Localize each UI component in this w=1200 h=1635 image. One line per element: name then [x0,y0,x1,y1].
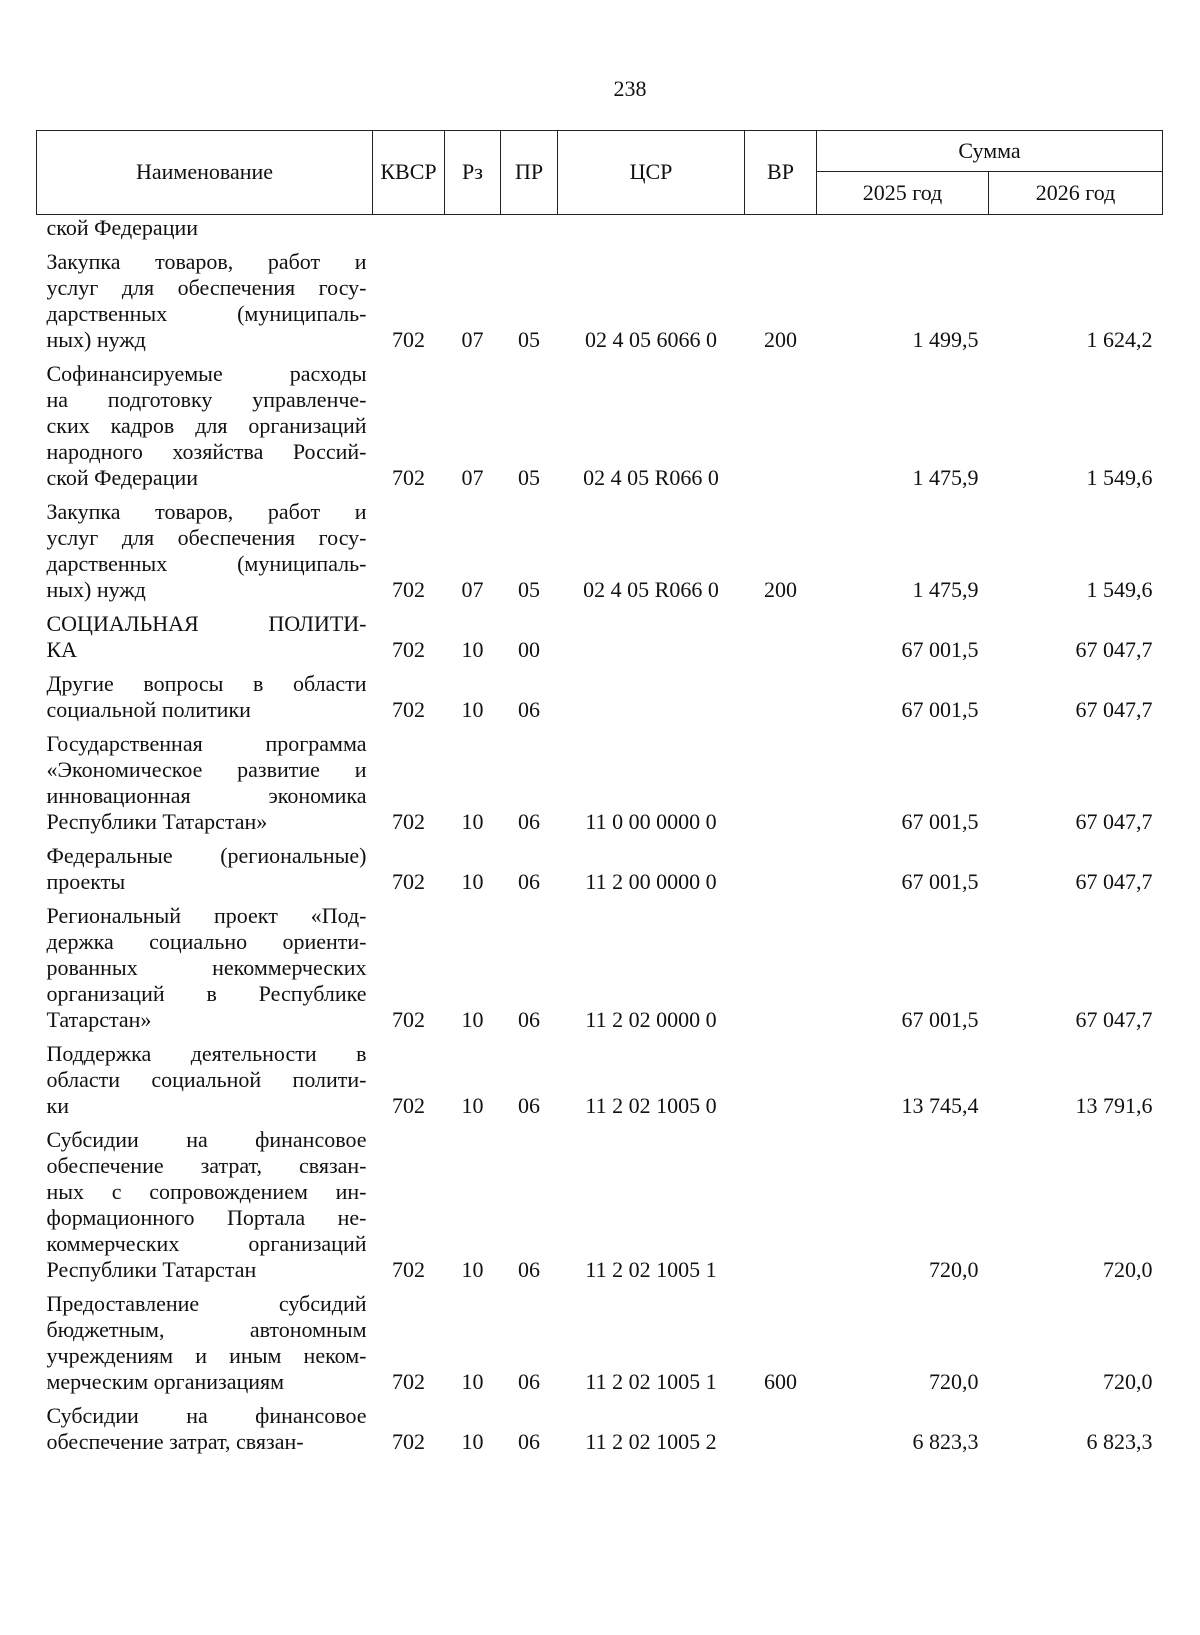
row-amount-2025: 67 001,5 [901,809,979,834]
table-row [37,241,1163,353]
row-name-line: услуг для обеспечения госу- [46,275,367,300]
row-csr [558,603,745,663]
row-rz: 07 [461,327,484,352]
row-amount-2026: 720,0 [1103,1257,1153,1282]
row-name-line: КА [46,637,78,662]
row-name [37,353,373,491]
row-name-line: на подготовку управленче- [46,387,367,412]
row-name-line: Татарстан» [46,1007,152,1032]
header-year-2026: 2026 год [989,172,1163,215]
row-name-line: области социальной полити- [46,1067,367,1092]
row-name-line: проекты [46,869,126,894]
row-name-line: ской Федерации [46,215,199,240]
row-vr [745,215,817,242]
row-kvsr: 702 [392,1429,425,1454]
row-name-line: ных) нужд [46,577,146,602]
row-rz: 10 [461,697,484,722]
row-name-line: держка социально ориенти- [46,929,367,954]
row-name-line: Субсидии на финансовое [46,1403,367,1428]
row-name [37,663,373,723]
row-csr [558,663,745,723]
row-kvsr: 702 [392,465,425,490]
row-name [37,1395,373,1455]
row-kvsr: 702 [392,1093,425,1118]
budget-table [36,130,1163,1455]
row-name [37,603,373,663]
row-amount-2025: 67 001,5 [901,637,979,662]
row-rz: 10 [461,1429,484,1454]
header-name: Наименование [37,131,373,215]
row-name [37,215,373,242]
row-amount-2026: 1 624,2 [1086,327,1153,352]
row-csr: 11 2 02 0000 0 [585,1007,717,1032]
row-name-line: Софинансируемые расходы [46,361,367,386]
row-amount-2026: 13 791,6 [1075,1093,1153,1118]
row-amount-2025: 67 001,5 [901,697,979,722]
row-kvsr: 702 [392,1369,425,1394]
row-name-line: ских кадров для организаций [46,413,367,438]
row-name [37,491,373,603]
row-amount-2025: 13 745,4 [901,1093,979,1118]
row-kvsr: 702 [392,577,425,602]
row-csr: 11 2 02 1005 1 [585,1257,717,1282]
row-kvsr: 702 [392,327,425,352]
row-name-line: Предоставление субсидий [46,1291,367,1316]
row-vr [745,835,817,895]
row-amount-2026 [989,215,1163,242]
header-pr: ПР [501,131,558,215]
row-amount-2026: 67 047,7 [1075,809,1153,834]
row-name-line: Республики Татарстан» [46,809,268,834]
row-csr: 11 2 02 1005 2 [585,1429,717,1454]
row-name [37,241,373,353]
row-vr: 200 [764,577,797,602]
row-name-line: Закупка товаров, работ и [46,249,367,274]
row-pr: 06 [518,1369,540,1394]
row-csr [558,215,745,242]
header-year-2025: 2025 год [817,172,989,215]
row-rz: 10 [461,809,484,834]
row-name-line: Федеральные (региональные) [46,843,367,868]
row-name-line: дарственных (муниципаль- [46,301,367,326]
row-rz: 10 [461,637,484,662]
row-amount-2026: 720,0 [1103,1369,1153,1394]
row-rz: 10 [461,869,484,894]
row-csr: 02 4 05 R066 0 [583,577,719,602]
row-amount-2026: 67 047,7 [1075,869,1153,894]
row-name-line: ных) нужд [46,327,146,352]
row-amount-2026: 6 823,3 [1086,1429,1153,1454]
table-row [37,353,1163,491]
header-rz: Рз [445,131,501,215]
row-name [37,835,373,895]
table-row [37,215,1163,242]
row-name-line: «Экономическое развитие и [46,757,367,782]
table-row [37,1395,1163,1455]
row-vr: 200 [764,327,797,352]
row-name-line: обеспечение затрат, связан- [46,1429,304,1454]
row-name [37,1119,373,1283]
row-pr: 05 [518,577,540,602]
row-rz: 07 [461,577,484,602]
row-pr: 06 [518,1429,540,1454]
row-amount-2026: 67 047,7 [1075,697,1153,722]
table-row [37,835,1163,895]
row-name-line: Республики Татарстан [46,1257,257,1282]
row-rz [445,215,501,242]
row-pr [501,215,558,242]
row-rz: 10 [461,1369,484,1394]
row-kvsr [373,215,445,242]
row-csr: 11 2 02 1005 0 [585,1093,717,1118]
row-vr [745,663,817,723]
row-pr: 05 [518,465,540,490]
header-csr: ЦСР [558,131,745,215]
row-vr: 600 [764,1369,797,1394]
row-vr [745,1119,817,1283]
row-kvsr: 702 [392,1007,425,1032]
header-kvsr: КВСР [373,131,445,215]
row-name-line: коммерческих организаций [46,1231,367,1256]
row-name-line: учреждениям и иным неком- [46,1343,367,1368]
row-pr: 06 [518,1257,540,1282]
row-amount-2026: 1 549,6 [1086,465,1153,490]
row-vr [745,895,817,1033]
row-pr: 06 [518,869,540,894]
row-vr [745,603,817,663]
row-amount-2025: 67 001,5 [901,869,979,894]
row-rz: 10 [461,1093,484,1118]
row-csr: 11 2 02 1005 1 [585,1369,717,1394]
row-kvsr: 702 [392,869,425,894]
row-name-line: инновационная экономика [46,783,367,808]
row-name-line: рованных некоммерческих [46,955,367,980]
row-name-line: ки [46,1093,69,1118]
row-amount-2026: 1 549,6 [1086,577,1153,602]
row-name [37,1283,373,1395]
row-name-line: социальной политики [46,697,251,722]
row-name-line: обеспечение затрат, связан- [46,1153,367,1178]
table-row [37,895,1163,1033]
page-number: 238 [613,76,647,101]
row-kvsr: 702 [392,1257,425,1282]
row-pr: 06 [518,697,540,722]
row-name-line: организаций в Республике [46,981,367,1006]
row-rz: 10 [461,1257,484,1282]
row-csr: 02 4 05 R066 0 [583,465,719,490]
row-name-line: Субсидии на финансовое [46,1127,367,1152]
table-row [37,723,1163,835]
row-pr: 06 [518,1007,540,1032]
row-name-line: мерческим организациям [46,1369,285,1394]
row-name-line: бюджетным, автономным [46,1317,367,1342]
table-row [37,1283,1163,1395]
row-amount-2025 [817,215,989,242]
header-sum: Сумма [817,131,1163,172]
row-csr: 02 4 05 6066 0 [585,327,717,352]
row-name [37,723,373,835]
row-amount-2025: 720,0 [929,1369,979,1394]
table-body [37,215,1163,1456]
row-name-line: народного хозяйства Россий- [46,439,367,464]
row-vr [745,353,817,491]
row-pr: 05 [518,327,540,352]
row-amount-2025: 67 001,5 [901,1007,979,1032]
row-name [37,895,373,1033]
row-vr [745,1033,817,1119]
row-rz: 10 [461,1007,484,1032]
row-csr: 11 0 00 0000 0 [585,809,717,834]
row-pr: 06 [518,809,540,834]
row-name-line: ных с сопровождением ин- [46,1179,367,1204]
row-name-line: Региональный проект «Под- [46,903,367,928]
row-kvsr: 702 [392,809,425,834]
row-rz: 07 [461,465,484,490]
table-row [37,1119,1163,1283]
row-pr: 06 [518,1093,540,1118]
table-row [37,1033,1163,1119]
row-kvsr: 702 [392,697,425,722]
table-header [37,131,1163,215]
row-name-line: формационного Портала не- [46,1205,367,1230]
row-name-line: Закупка товаров, работ и [46,499,367,524]
row-amount-2026: 67 047,7 [1075,637,1153,662]
row-csr: 11 2 00 0000 0 [585,869,717,894]
row-amount-2025: 720,0 [929,1257,979,1282]
row-name-line: ской Федерации [46,465,199,490]
header-vr: ВР [745,131,817,215]
row-vr [745,723,817,835]
row-amount-2025: 1 475,9 [912,577,979,602]
row-pr: 00 [518,637,540,662]
table-row [37,603,1163,663]
row-vr [745,1395,817,1455]
row-amount-2025: 1 475,9 [912,465,979,490]
row-name-line: услуг для обеспечения госу- [46,525,367,550]
row-name [37,1033,373,1119]
row-amount-2025: 6 823,3 [912,1429,979,1454]
row-name-line: Поддержка деятельности в [46,1041,367,1066]
row-amount-2025: 1 499,5 [912,327,979,352]
row-name-line: Другие вопросы в области [46,671,367,696]
row-name-line: Государственная программа [46,731,367,756]
row-name-line: СОЦИАЛЬНАЯ ПОЛИТИ- [46,611,367,636]
table-row [37,491,1163,603]
table-row [37,663,1163,723]
row-amount-2026: 67 047,7 [1075,1007,1153,1032]
row-kvsr: 702 [392,637,425,662]
row-name-line: дарственных (муниципаль- [46,551,367,576]
